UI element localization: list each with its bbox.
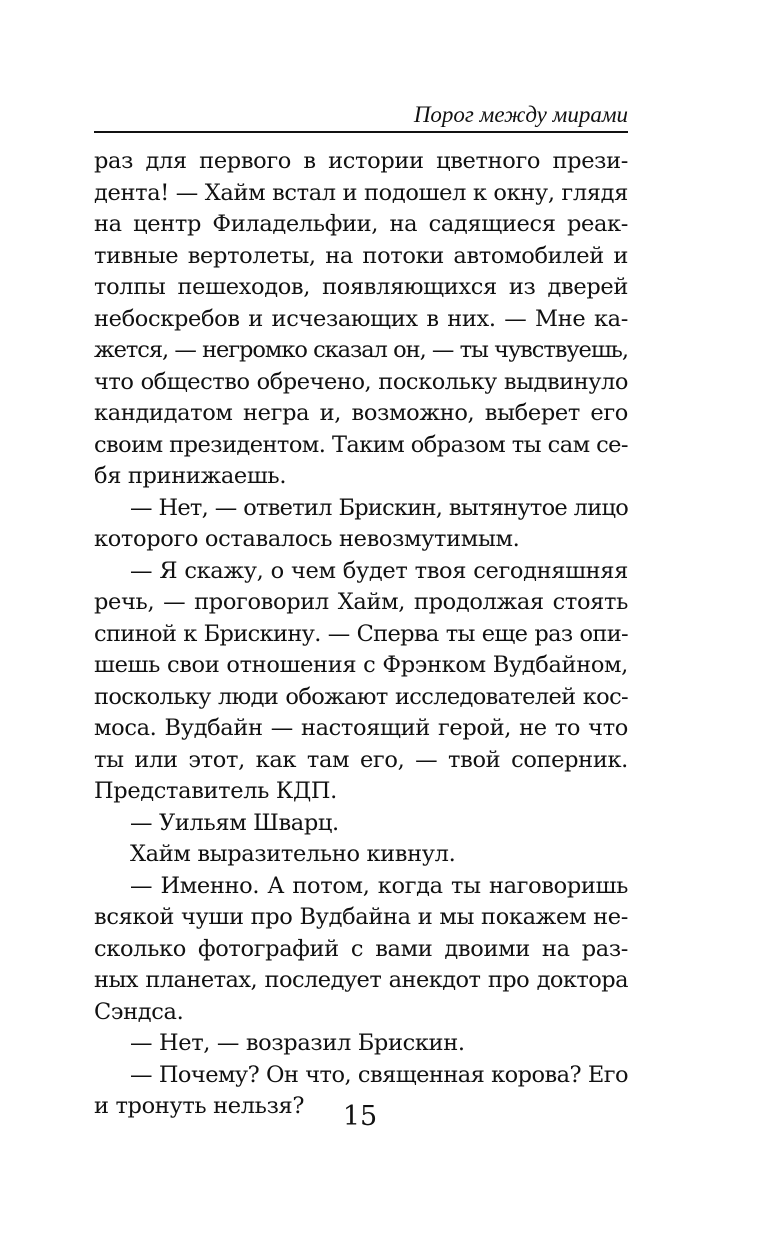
- text-line: Сэндса.: [94, 998, 184, 1025]
- text-line: ных планетах, последует анекдот про доктора: [94, 967, 628, 993]
- header-rule: [94, 131, 628, 133]
- text-line: речь, — проговорил Хайм, продолжая стоять: [94, 589, 628, 615]
- text-line: Хайм выразительно кивнул.: [130, 841, 456, 867]
- page-number: 15: [342, 1101, 378, 1132]
- text-line: — Нет, — ответил Брискин, вытянутое лицо: [130, 494, 628, 521]
- text-line: небоскребов и исчезающих в них. — Мне ка-: [94, 305, 628, 332]
- text-line: жется, — негромко сказал он, — ты чувствуешь,: [94, 337, 628, 363]
- text-line: кандидатом негра и, возможно, выберет его: [94, 400, 628, 426]
- text-line: Представитель КДП.: [94, 778, 337, 804]
- text-line: шешь свои отношения с Фрэнком Вудбайном,: [94, 652, 628, 678]
- text-line: — Именно. А потом, когда ты наговоришь: [130, 872, 628, 899]
- text-line: которого оставалось невозмутимым.: [94, 526, 520, 552]
- text-line: — Нет, — возразил Брискин.: [130, 1030, 465, 1056]
- text-line: сколько фотографий с вами двоими на раз-: [94, 935, 628, 962]
- text-line: толпы пешеходов, появляющихся из дверей: [94, 274, 628, 300]
- text-line: поскольку люди обожают исследователей кос-: [94, 683, 628, 710]
- text-line: — Почему? Он что, священная корова? Его: [130, 1061, 628, 1088]
- text-line: что общество обречено, поскольку выдвинуло: [94, 368, 628, 395]
- text-line: дента! — Хайм встал и подошел к окну, глядя: [94, 179, 628, 206]
- text-line: на центр Филадельфии, на садящиеся реак-: [94, 211, 628, 237]
- text-line: бя принижаешь.: [94, 463, 287, 489]
- running-head-title: Порог между мирами: [413, 102, 628, 127]
- text-line: — Уильям Шварц.: [130, 809, 339, 836]
- text-line: — Я скажу, о чем будет твоя сегодняшняя: [130, 557, 628, 584]
- body-text: [94, 146, 628, 1123]
- text-line: и тронуть нельзя?: [94, 1093, 305, 1119]
- text-line: тивные вертолеты, на потоки автомобилей и: [94, 242, 628, 269]
- text-line: раз для первого в истории цветного прези-: [94, 148, 628, 174]
- text-line: своим президентом. Таким образом ты сам се-: [94, 431, 628, 458]
- text-line: ты или этот, как там его, — твой соперник.: [94, 746, 628, 773]
- text-line: спиной к Брискину. — Сперва ты еще раз опи-: [94, 620, 628, 647]
- text-line: всякой чуши про Вудбайна и мы покажем не-: [94, 904, 628, 930]
- text-line: моса. Вудбайн — настоящий герой, не то что: [94, 715, 628, 741]
